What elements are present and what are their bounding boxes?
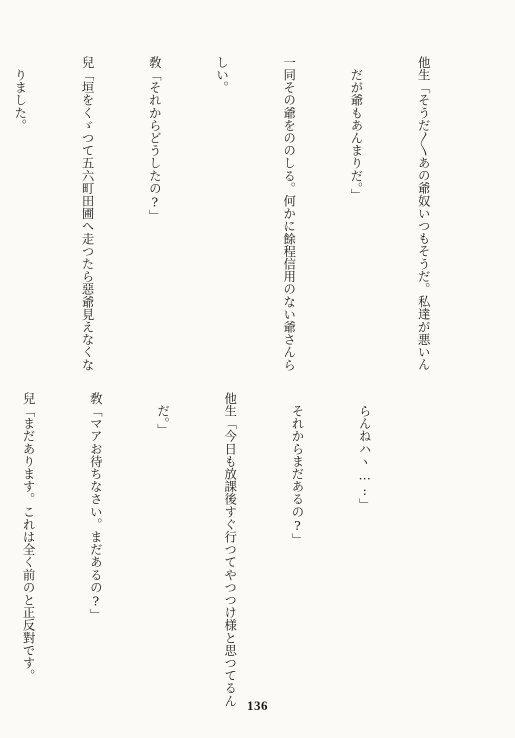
text-line: りました。: [12, 56, 28, 132]
text-line: だが爺もあんまりだ。」: [348, 56, 364, 201]
text-line: 敎「マアお待ちなさい。まだあるの?」: [88, 392, 104, 622]
text-line: だ。」: [155, 392, 171, 437]
text-line: 敎「それからどうしたの?」: [147, 56, 163, 223]
text-line: 他生「そうだ〳〵あの爺奴いつもそうだ。私達が悪いん: [416, 56, 432, 371]
text-line: 兒「垣をくゞつて五六町田圃へ走つたら惡爺見えなくな: [80, 56, 96, 371]
text-line: 他生「今日も放課後すぐ行つてやつつけ様と思つてるん: [222, 392, 238, 707]
upper-text-block: [0, 56, 479, 374]
text-line: しい。: [214, 56, 230, 94]
text-line: それからまだあるの?」: [289, 392, 305, 546]
lower-text-block: [0, 392, 420, 712]
text-line: らんねハヽ…:」: [357, 392, 373, 511]
text-line: 兒「まだあります。これは全く前のと正反對です。: [21, 392, 37, 682]
text-line: 一同その爺をののしる。何かに餘程信用のない爺さんら: [281, 56, 297, 371]
page-number: 136: [247, 698, 268, 713]
